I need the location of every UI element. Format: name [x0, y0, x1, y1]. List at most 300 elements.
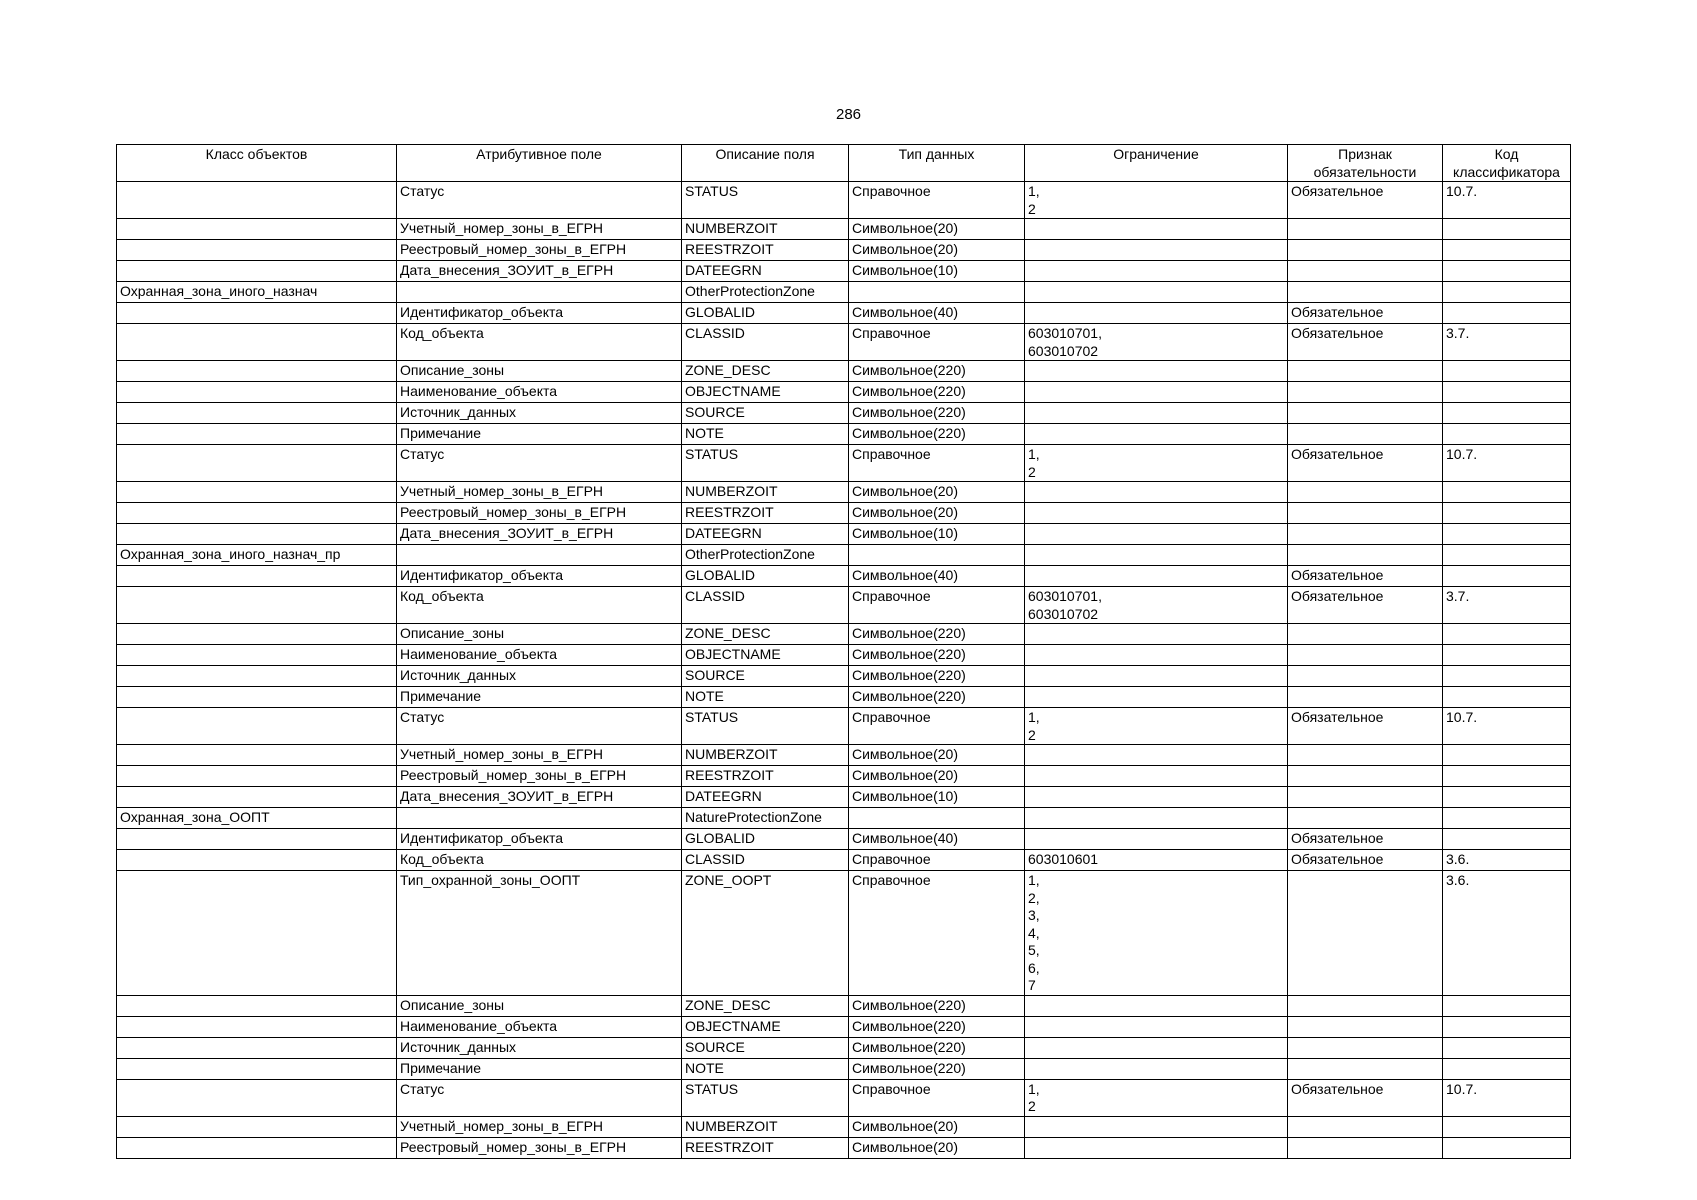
table-row	[117, 766, 1571, 787]
cell-attribute-field	[397, 282, 682, 303]
cell-object-class	[117, 303, 397, 324]
cell-classifier-code	[1443, 624, 1571, 645]
cell-required-flag: Обязательное	[1288, 1079, 1443, 1116]
cell-field-description: OBJECTNAME	[682, 1016, 849, 1037]
cell-classifier-code	[1443, 382, 1571, 403]
cell-classifier-code: 3.7.	[1443, 587, 1571, 624]
table-row	[117, 403, 1571, 424]
cell-object-class	[117, 708, 397, 745]
table-row	[117, 424, 1571, 445]
cell-attribute-field: Дата_внесения_ЗОУИТ_в_ЕГРН	[397, 787, 682, 808]
cell-object-class	[117, 424, 397, 445]
cell-classifier-code	[1443, 524, 1571, 545]
cell-classifier-code: 10.7.	[1443, 182, 1571, 219]
table-row	[117, 808, 1571, 829]
cell-required-flag	[1288, 1116, 1443, 1137]
cell-required-flag: Обязательное	[1288, 324, 1443, 361]
cell-data-type: Символьное(220)	[849, 995, 1025, 1016]
cell-attribute-field: Дата_внесения_ЗОУИТ_в_ЕГРН	[397, 524, 682, 545]
header-classifier-code: Код классификатора	[1443, 145, 1571, 182]
cell-object-class	[117, 871, 397, 996]
cell-field-description: NUMBERZOIT	[682, 745, 849, 766]
table-row	[117, 282, 1571, 303]
cell-field-description: STATUS	[682, 708, 849, 745]
table-row	[117, 829, 1571, 850]
cell-constraint	[1025, 503, 1288, 524]
cell-constraint	[1025, 1116, 1288, 1137]
cell-object-class: Охранная_зона_иного_назнач	[117, 282, 397, 303]
cell-field-description: GLOBALID	[682, 303, 849, 324]
cell-object-class: Охранная_зона_ООПТ	[117, 808, 397, 829]
cell-field-description: NOTE	[682, 1058, 849, 1079]
cell-object-class	[117, 587, 397, 624]
cell-object-class	[117, 445, 397, 482]
cell-data-type: Справочное	[849, 1079, 1025, 1116]
cell-constraint: 1, 2	[1025, 445, 1288, 482]
cell-field-description: NUMBERZOIT	[682, 219, 849, 240]
cell-field-description: DATEEGRN	[682, 524, 849, 545]
cell-attribute-field: Примечание	[397, 1058, 682, 1079]
cell-object-class	[117, 219, 397, 240]
cell-field-description: STATUS	[682, 182, 849, 219]
cell-classifier-code	[1443, 645, 1571, 666]
cell-data-type: Справочное	[849, 850, 1025, 871]
cell-required-flag	[1288, 666, 1443, 687]
cell-data-type: Символьное(20)	[849, 503, 1025, 524]
cell-constraint	[1025, 808, 1288, 829]
table-row	[117, 240, 1571, 261]
cell-object-class	[117, 382, 397, 403]
cell-required-flag	[1288, 787, 1443, 808]
cell-constraint	[1025, 829, 1288, 850]
cell-data-type: Символьное(220)	[849, 687, 1025, 708]
cell-object-class: Охранная_зона_иного_назнач_пр	[117, 545, 397, 566]
cell-object-class	[117, 850, 397, 871]
cell-object-class	[117, 1137, 397, 1158]
cell-data-type: Справочное	[849, 708, 1025, 745]
table-row	[117, 624, 1571, 645]
cell-data-type: Символьное(220)	[849, 1016, 1025, 1037]
cell-field-description: SOURCE	[682, 666, 849, 687]
cell-classifier-code	[1443, 282, 1571, 303]
cell-object-class	[117, 829, 397, 850]
cell-object-class	[117, 503, 397, 524]
cell-data-type: Символьное(20)	[849, 745, 1025, 766]
table-row	[117, 645, 1571, 666]
cell-required-flag	[1288, 219, 1443, 240]
table-row	[117, 1037, 1571, 1058]
header-constraint: Ограничение	[1025, 145, 1288, 182]
cell-constraint	[1025, 403, 1288, 424]
cell-field-description: SOURCE	[682, 403, 849, 424]
cell-required-flag	[1288, 240, 1443, 261]
cell-field-description: OtherProtectionZone	[682, 282, 849, 303]
cell-data-type: Справочное	[849, 324, 1025, 361]
cell-field-description: ZONE_OOPT	[682, 871, 849, 996]
cell-constraint: 1, 2	[1025, 182, 1288, 219]
cell-field-description: GLOBALID	[682, 829, 849, 850]
cell-object-class	[117, 787, 397, 808]
cell-field-description: CLASSID	[682, 587, 849, 624]
table-row	[117, 482, 1571, 503]
cell-attribute-field: Реестровый_номер_зоны_в_ЕГРН	[397, 1137, 682, 1158]
cell-classifier-code	[1443, 566, 1571, 587]
cell-field-description: DATEEGRN	[682, 261, 849, 282]
cell-data-type: Символьное(10)	[849, 261, 1025, 282]
cell-constraint	[1025, 995, 1288, 1016]
cell-object-class	[117, 687, 397, 708]
table-row	[117, 587, 1571, 624]
table-row	[117, 1016, 1571, 1037]
cell-classifier-code	[1443, 745, 1571, 766]
cell-constraint	[1025, 745, 1288, 766]
page-number: 286	[835, 106, 862, 123]
cell-constraint	[1025, 382, 1288, 403]
cell-data-type: Символьное(220)	[849, 1037, 1025, 1058]
table-row	[117, 303, 1571, 324]
cell-attribute-field: Наименование_объекта	[397, 1016, 682, 1037]
cell-attribute-field: Источник_данных	[397, 1037, 682, 1058]
cell-attribute-field	[397, 808, 682, 829]
cell-attribute-field: Реестровый_номер_зоны_в_ЕГРН	[397, 503, 682, 524]
cell-attribute-field: Наименование_объекта	[397, 645, 682, 666]
cell-constraint: 1, 2	[1025, 708, 1288, 745]
cell-data-type: Справочное	[849, 871, 1025, 996]
cell-attribute-field: Статус	[397, 445, 682, 482]
cell-data-type: Справочное	[849, 445, 1025, 482]
cell-object-class	[117, 766, 397, 787]
cell-classifier-code	[1443, 261, 1571, 282]
table-row	[117, 871, 1571, 996]
cell-classifier-code	[1443, 1116, 1571, 1137]
cell-constraint	[1025, 240, 1288, 261]
cell-attribute-field: Описание_зоны	[397, 995, 682, 1016]
cell-object-class	[117, 182, 397, 219]
cell-attribute-field: Код_объекта	[397, 850, 682, 871]
cell-constraint	[1025, 303, 1288, 324]
cell-constraint	[1025, 1016, 1288, 1037]
cell-attribute-field: Описание_зоны	[397, 624, 682, 645]
cell-attribute-field: Учетный_номер_зоны_в_ЕГРН	[397, 745, 682, 766]
cell-constraint	[1025, 766, 1288, 787]
cell-object-class	[117, 666, 397, 687]
cell-constraint: 1, 2	[1025, 1079, 1288, 1116]
cell-classifier-code: 3.6.	[1443, 850, 1571, 871]
cell-constraint: 603010701, 603010702	[1025, 587, 1288, 624]
cell-required-flag	[1288, 871, 1443, 996]
cell-attribute-field: Идентификатор_объекта	[397, 303, 682, 324]
cell-field-description: DATEEGRN	[682, 787, 849, 808]
table-row	[117, 687, 1571, 708]
cell-constraint: 603010701, 603010702	[1025, 324, 1288, 361]
table-row	[117, 745, 1571, 766]
cell-classifier-code	[1443, 766, 1571, 787]
cell-required-flag: Обязательное	[1288, 587, 1443, 624]
cell-field-description: NUMBERZOIT	[682, 482, 849, 503]
cell-field-description: GLOBALID	[682, 566, 849, 587]
cell-data-type: Символьное(220)	[849, 666, 1025, 687]
table-row	[117, 1137, 1571, 1158]
cell-classifier-code: 3.6.	[1443, 871, 1571, 996]
cell-required-flag	[1288, 1058, 1443, 1079]
cell-classifier-code: 10.7.	[1443, 445, 1571, 482]
table-row	[117, 445, 1571, 482]
cell-object-class	[117, 240, 397, 261]
cell-data-type: Символьное(220)	[849, 403, 1025, 424]
cell-classifier-code	[1443, 303, 1571, 324]
cell-field-description: NUMBERZOIT	[682, 1116, 849, 1137]
cell-attribute-field: Описание_зоны	[397, 361, 682, 382]
cell-field-description: CLASSID	[682, 850, 849, 871]
cell-required-flag	[1288, 1016, 1443, 1037]
cell-required-flag	[1288, 403, 1443, 424]
cell-field-description: NatureProtectionZone	[682, 808, 849, 829]
cell-object-class	[117, 403, 397, 424]
header-row	[117, 145, 1571, 182]
table-row	[117, 1058, 1571, 1079]
cell-constraint	[1025, 645, 1288, 666]
cell-classifier-code	[1443, 482, 1571, 503]
cell-attribute-field: Идентификатор_объекта	[397, 566, 682, 587]
cell-field-description: NOTE	[682, 687, 849, 708]
cell-data-type: Символьное(220)	[849, 624, 1025, 645]
cell-required-flag	[1288, 766, 1443, 787]
cell-data-type: Символьное(20)	[849, 219, 1025, 240]
table-row	[117, 1079, 1571, 1116]
cell-object-class	[117, 324, 397, 361]
cell-data-type: Символьное(20)	[849, 1137, 1025, 1158]
cell-classifier-code: 3.7.	[1443, 324, 1571, 361]
cell-required-flag	[1288, 995, 1443, 1016]
cell-attribute-field	[397, 545, 682, 566]
cell-data-type: Справочное	[849, 182, 1025, 219]
cell-constraint	[1025, 1058, 1288, 1079]
cell-field-description: REESTRZOIT	[682, 240, 849, 261]
cell-data-type: Символьное(20)	[849, 1116, 1025, 1137]
cell-attribute-field: Реестровый_номер_зоны_в_ЕГРН	[397, 240, 682, 261]
cell-data-type	[849, 545, 1025, 566]
cell-attribute-field: Реестровый_номер_зоны_в_ЕГРН	[397, 766, 682, 787]
cell-classifier-code	[1443, 503, 1571, 524]
table-row	[117, 503, 1571, 524]
cell-object-class	[117, 624, 397, 645]
cell-constraint	[1025, 1137, 1288, 1158]
cell-object-class	[117, 745, 397, 766]
cell-constraint	[1025, 361, 1288, 382]
header-description: Описание поля	[682, 145, 849, 182]
cell-data-type: Справочное	[849, 587, 1025, 624]
cell-data-type: Символьное(20)	[849, 240, 1025, 261]
cell-attribute-field: Источник_данных	[397, 666, 682, 687]
cell-attribute-field: Учетный_номер_зоны_в_ЕГРН	[397, 482, 682, 503]
cell-data-type: Символьное(40)	[849, 829, 1025, 850]
cell-field-description: OBJECTNAME	[682, 645, 849, 666]
cell-classifier-code	[1443, 687, 1571, 708]
table-row	[117, 1116, 1571, 1137]
table-row	[117, 524, 1571, 545]
cell-attribute-field: Статус	[397, 708, 682, 745]
table-row	[117, 787, 1571, 808]
cell-constraint: 1, 2, 3, 4, 5, 6, 7	[1025, 871, 1288, 996]
cell-attribute-field: Учетный_номер_зоны_в_ЕГРН	[397, 219, 682, 240]
cell-required-flag	[1288, 624, 1443, 645]
cell-classifier-code	[1443, 361, 1571, 382]
table-row	[117, 182, 1571, 219]
cell-attribute-field: Наименование_объекта	[397, 382, 682, 403]
cell-classifier-code	[1443, 403, 1571, 424]
cell-required-flag	[1288, 261, 1443, 282]
cell-constraint	[1025, 624, 1288, 645]
cell-field-description: REESTRZOIT	[682, 766, 849, 787]
cell-constraint	[1025, 282, 1288, 303]
cell-classifier-code	[1443, 1137, 1571, 1158]
cell-required-flag	[1288, 1137, 1443, 1158]
cell-data-type	[849, 282, 1025, 303]
table-row	[117, 566, 1571, 587]
table-body	[117, 182, 1571, 1159]
cell-data-type: Символьное(220)	[849, 382, 1025, 403]
table-row	[117, 361, 1571, 382]
cell-constraint	[1025, 1037, 1288, 1058]
cell-attribute-field: Статус	[397, 182, 682, 219]
cell-classifier-code: 10.7.	[1443, 1079, 1571, 1116]
table-row	[117, 545, 1571, 566]
cell-attribute-field: Учетный_номер_зоны_в_ЕГРН	[397, 1116, 682, 1137]
cell-constraint	[1025, 261, 1288, 282]
table-row	[117, 708, 1571, 745]
cell-constraint	[1025, 566, 1288, 587]
cell-required-flag: Обязательное	[1288, 708, 1443, 745]
cell-classifier-code: 10.7.	[1443, 708, 1571, 745]
cell-required-flag	[1288, 524, 1443, 545]
cell-required-flag	[1288, 1037, 1443, 1058]
cell-data-type: Символьное(10)	[849, 787, 1025, 808]
cell-required-flag	[1288, 545, 1443, 566]
header-data-type: Тип данных	[849, 145, 1025, 182]
cell-constraint	[1025, 687, 1288, 708]
cell-constraint	[1025, 482, 1288, 503]
cell-required-flag	[1288, 745, 1443, 766]
cell-object-class	[117, 261, 397, 282]
cell-classifier-code	[1443, 1037, 1571, 1058]
cell-field-description: OtherProtectionZone	[682, 545, 849, 566]
cell-field-description: CLASSID	[682, 324, 849, 361]
cell-required-flag	[1288, 282, 1443, 303]
cell-attribute-field: Статус	[397, 1079, 682, 1116]
cell-field-description: ZONE_DESC	[682, 361, 849, 382]
cell-data-type: Символьное(220)	[849, 361, 1025, 382]
cell-required-flag	[1288, 645, 1443, 666]
table-row	[117, 995, 1571, 1016]
header-class: Класс объектов	[117, 145, 397, 182]
cell-data-type: Символьное(220)	[849, 424, 1025, 445]
cell-classifier-code	[1443, 240, 1571, 261]
cell-data-type: Символьное(20)	[849, 766, 1025, 787]
cell-data-type: Символьное(40)	[849, 566, 1025, 587]
cell-data-type: Символьное(20)	[849, 482, 1025, 503]
cell-required-flag	[1288, 382, 1443, 403]
cell-field-description: STATUS	[682, 1079, 849, 1116]
cell-attribute-field: Идентификатор_объекта	[397, 829, 682, 850]
header-required: Признак обязательности	[1288, 145, 1443, 182]
cell-field-description: ZONE_DESC	[682, 995, 849, 1016]
cell-classifier-code	[1443, 545, 1571, 566]
cell-object-class	[117, 1116, 397, 1137]
cell-required-flag: Обязательное	[1288, 445, 1443, 482]
table-row	[117, 219, 1571, 240]
cell-object-class	[117, 995, 397, 1016]
cell-constraint	[1025, 424, 1288, 445]
cell-required-flag	[1288, 808, 1443, 829]
cell-data-type	[849, 808, 1025, 829]
cell-data-type: Символьное(40)	[849, 303, 1025, 324]
cell-attribute-field: Дата_внесения_ЗОУИТ_в_ЕГРН	[397, 261, 682, 282]
cell-required-flag	[1288, 687, 1443, 708]
cell-attribute-field: Код_объекта	[397, 324, 682, 361]
cell-attribute-field: Примечание	[397, 687, 682, 708]
cell-classifier-code	[1443, 829, 1571, 850]
cell-classifier-code	[1443, 995, 1571, 1016]
cell-field-description: SOURCE	[682, 1037, 849, 1058]
cell-required-flag	[1288, 361, 1443, 382]
cell-constraint	[1025, 219, 1288, 240]
cell-field-description: ZONE_DESC	[682, 624, 849, 645]
cell-attribute-field: Источник_данных	[397, 403, 682, 424]
table-row	[117, 850, 1571, 871]
cell-field-description: REESTRZOIT	[682, 1137, 849, 1158]
table-row	[117, 382, 1571, 403]
cell-required-flag: Обязательное	[1288, 303, 1443, 324]
cell-field-description: REESTRZOIT	[682, 503, 849, 524]
cell-data-type: Символьное(220)	[849, 1058, 1025, 1079]
cell-object-class	[117, 1037, 397, 1058]
cell-attribute-field: Тип_охранной_зоны_ООПТ	[397, 871, 682, 996]
cell-classifier-code	[1443, 1058, 1571, 1079]
cell-required-flag: Обязательное	[1288, 850, 1443, 871]
cell-classifier-code	[1443, 787, 1571, 808]
attribute-table	[116, 144, 1571, 1159]
table-row	[117, 666, 1571, 687]
cell-required-flag: Обязательное	[1288, 829, 1443, 850]
cell-constraint	[1025, 787, 1288, 808]
cell-required-flag: Обязательное	[1288, 182, 1443, 219]
cell-field-description: NOTE	[682, 424, 849, 445]
cell-object-class	[117, 645, 397, 666]
cell-classifier-code	[1443, 666, 1571, 687]
cell-constraint	[1025, 545, 1288, 566]
cell-object-class	[117, 1079, 397, 1116]
cell-classifier-code	[1443, 424, 1571, 445]
cell-data-type: Символьное(10)	[849, 524, 1025, 545]
cell-object-class	[117, 482, 397, 503]
cell-object-class	[117, 1016, 397, 1037]
cell-object-class	[117, 524, 397, 545]
cell-classifier-code	[1443, 1016, 1571, 1037]
cell-attribute-field: Код_объекта	[397, 587, 682, 624]
table-row	[117, 261, 1571, 282]
cell-field-description: STATUS	[682, 445, 849, 482]
cell-constraint	[1025, 524, 1288, 545]
cell-required-flag	[1288, 424, 1443, 445]
cell-object-class	[117, 1058, 397, 1079]
cell-constraint: 603010601	[1025, 850, 1288, 871]
table-row	[117, 324, 1571, 361]
cell-constraint	[1025, 666, 1288, 687]
header-attribute: Атрибутивное поле	[397, 145, 682, 182]
cell-classifier-code	[1443, 808, 1571, 829]
cell-required-flag: Обязательное	[1288, 566, 1443, 587]
cell-data-type: Символьное(220)	[849, 645, 1025, 666]
